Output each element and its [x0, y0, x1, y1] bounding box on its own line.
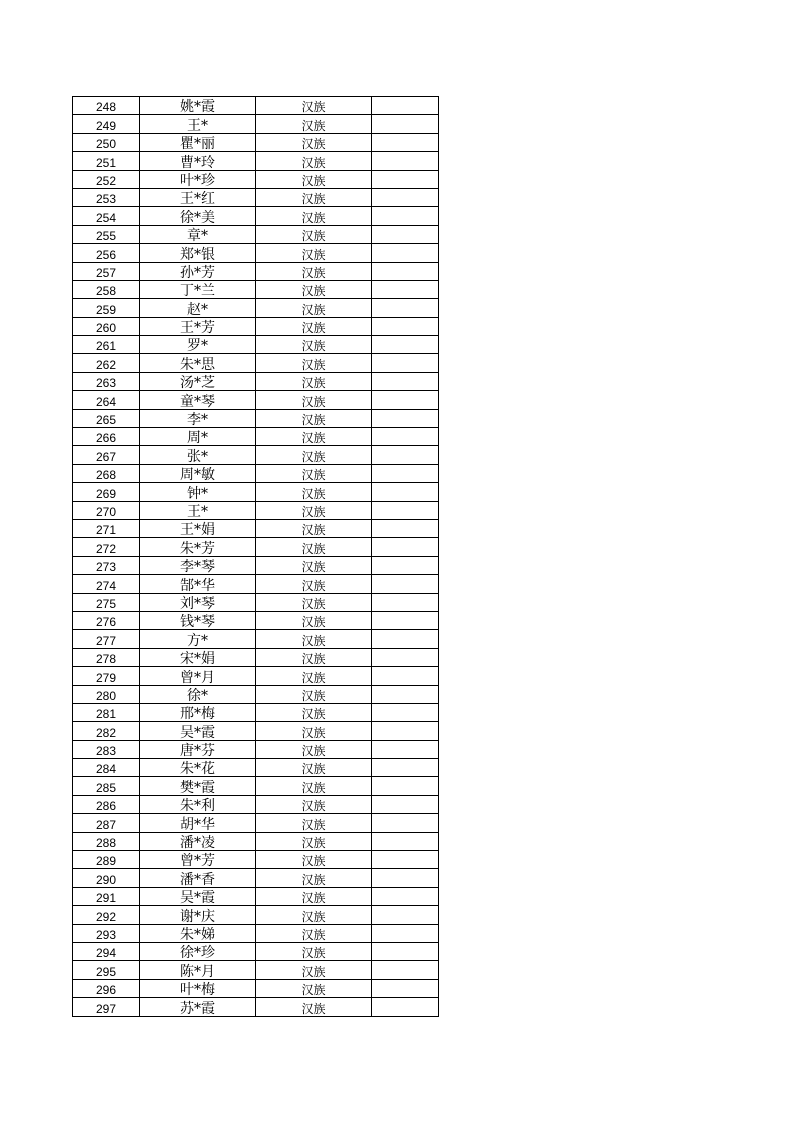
table-row [73, 354, 439, 372]
ethnicity-cell: 汉族 [256, 814, 372, 832]
name-cell: 胡*华 [140, 814, 256, 832]
empty-cell [372, 299, 439, 317]
empty-cell [372, 740, 439, 758]
row-number-cell: 254 [73, 207, 140, 225]
ethnicity-cell: 汉族 [256, 832, 372, 850]
name-cell: 丁*兰 [140, 280, 256, 298]
name-cell: 朱*思 [140, 354, 256, 372]
empty-cell [372, 998, 439, 1016]
row-number-cell: 278 [73, 648, 140, 666]
name-cell: 童*琴 [140, 391, 256, 409]
table-row [73, 464, 439, 482]
row-number-cell: 279 [73, 667, 140, 685]
row-number-cell: 280 [73, 685, 140, 703]
name-cell: 方* [140, 630, 256, 648]
ethnicity-cell: 汉族 [256, 97, 372, 115]
ethnicity-cell: 汉族 [256, 667, 372, 685]
name-cell: 朱*芳 [140, 538, 256, 556]
ethnicity-cell: 汉族 [256, 152, 372, 170]
table-row [73, 207, 439, 225]
row-number-cell: 272 [73, 538, 140, 556]
name-cell: 周*敏 [140, 464, 256, 482]
name-cell: 吴*霞 [140, 887, 256, 905]
empty-cell [372, 556, 439, 574]
table-row [73, 428, 439, 446]
name-cell: 姚*霞 [140, 97, 256, 115]
name-cell: 徐*美 [140, 207, 256, 225]
ethnicity-cell: 汉族 [256, 501, 372, 519]
row-number-cell: 295 [73, 961, 140, 979]
ethnicity-cell: 汉族 [256, 299, 372, 317]
name-cell: 王* [140, 115, 256, 133]
name-cell: 郜*华 [140, 575, 256, 593]
roster-table [72, 96, 439, 1017]
row-number-cell: 276 [73, 611, 140, 629]
empty-cell [372, 225, 439, 243]
empty-cell [372, 409, 439, 427]
empty-cell [372, 483, 439, 501]
row-number-cell: 267 [73, 446, 140, 464]
ethnicity-cell: 汉族 [256, 575, 372, 593]
empty-cell [372, 317, 439, 335]
name-cell: 赵* [140, 299, 256, 317]
ethnicity-cell: 汉族 [256, 483, 372, 501]
ethnicity-cell: 汉族 [256, 611, 372, 629]
table-row [73, 391, 439, 409]
row-number-cell: 259 [73, 299, 140, 317]
ethnicity-cell: 汉族 [256, 703, 372, 721]
table-row [73, 777, 439, 795]
table-row [73, 556, 439, 574]
row-number-cell: 287 [73, 814, 140, 832]
table-row [73, 611, 439, 629]
name-cell: 钟* [140, 483, 256, 501]
empty-cell [372, 501, 439, 519]
name-cell: 李*琴 [140, 556, 256, 574]
table-row [73, 483, 439, 501]
name-cell: 唐*芬 [140, 740, 256, 758]
ethnicity-cell: 汉族 [256, 942, 372, 960]
table-row [73, 685, 439, 703]
row-number-cell: 285 [73, 777, 140, 795]
name-cell: 王*芳 [140, 317, 256, 335]
name-cell: 王*红 [140, 188, 256, 206]
row-number-cell: 268 [73, 464, 140, 482]
row-number-cell: 281 [73, 703, 140, 721]
name-cell: 邢*梅 [140, 703, 256, 721]
ethnicity-cell: 汉族 [256, 446, 372, 464]
ethnicity-cell: 汉族 [256, 740, 372, 758]
table-row [73, 575, 439, 593]
ethnicity-cell: 汉族 [256, 998, 372, 1016]
row-number-cell: 271 [73, 519, 140, 537]
name-cell: 王* [140, 501, 256, 519]
empty-cell [372, 961, 439, 979]
table-row [73, 538, 439, 556]
ethnicity-cell: 汉族 [256, 372, 372, 390]
table-row [73, 703, 439, 721]
name-cell: 钱*琴 [140, 611, 256, 629]
name-cell: 曾*月 [140, 667, 256, 685]
empty-cell [372, 280, 439, 298]
row-number-cell: 297 [73, 998, 140, 1016]
name-cell: 朱*花 [140, 759, 256, 777]
row-number-cell: 262 [73, 354, 140, 372]
row-number-cell: 260 [73, 317, 140, 335]
ethnicity-cell: 汉族 [256, 906, 372, 924]
row-number-cell: 265 [73, 409, 140, 427]
ethnicity-cell: 汉族 [256, 317, 372, 335]
row-number-cell: 266 [73, 428, 140, 446]
name-cell: 叶*珍 [140, 170, 256, 188]
row-number-cell: 250 [73, 133, 140, 151]
table-row [73, 133, 439, 151]
row-number-cell: 256 [73, 244, 140, 262]
table-row [73, 97, 439, 115]
row-number-cell: 263 [73, 372, 140, 390]
name-cell: 潘*香 [140, 869, 256, 887]
table-row [73, 446, 439, 464]
name-cell: 章* [140, 225, 256, 243]
ethnicity-cell: 汉族 [256, 759, 372, 777]
name-cell: 朱*娣 [140, 924, 256, 942]
table-row [73, 722, 439, 740]
ethnicity-cell: 汉族 [256, 869, 372, 887]
row-number-cell: 255 [73, 225, 140, 243]
row-number-cell: 251 [73, 152, 140, 170]
empty-cell [372, 428, 439, 446]
table-row [73, 409, 439, 427]
table-row [73, 851, 439, 869]
table-row [73, 372, 439, 390]
empty-cell [372, 979, 439, 997]
ethnicity-cell: 汉族 [256, 207, 372, 225]
ethnicity-cell: 汉族 [256, 556, 372, 574]
table-row [73, 759, 439, 777]
row-number-cell: 291 [73, 887, 140, 905]
table-row [73, 244, 439, 262]
name-cell: 瞿*丽 [140, 133, 256, 151]
name-cell: 潘*凌 [140, 832, 256, 850]
row-number-cell: 275 [73, 593, 140, 611]
ethnicity-cell: 汉族 [256, 593, 372, 611]
empty-cell [372, 519, 439, 537]
table-row [73, 115, 439, 133]
name-cell: 徐* [140, 685, 256, 703]
row-number-cell: 252 [73, 170, 140, 188]
empty-cell [372, 354, 439, 372]
name-cell: 刘*琴 [140, 593, 256, 611]
ethnicity-cell: 汉族 [256, 538, 372, 556]
name-cell: 宋*娟 [140, 648, 256, 666]
ethnicity-cell: 汉族 [256, 851, 372, 869]
empty-cell [372, 391, 439, 409]
table-row [73, 336, 439, 354]
row-number-cell: 283 [73, 740, 140, 758]
row-number-cell: 248 [73, 97, 140, 115]
table-row [73, 998, 439, 1016]
table-row [73, 152, 439, 170]
row-number-cell: 270 [73, 501, 140, 519]
name-cell: 樊*霞 [140, 777, 256, 795]
empty-cell [372, 906, 439, 924]
table-row [73, 630, 439, 648]
name-cell: 吴*霞 [140, 722, 256, 740]
empty-cell [372, 703, 439, 721]
empty-cell [372, 759, 439, 777]
empty-cell [372, 538, 439, 556]
ethnicity-cell: 汉族 [256, 795, 372, 813]
name-cell: 叶*梅 [140, 979, 256, 997]
name-cell: 曹*玲 [140, 152, 256, 170]
table-row [73, 188, 439, 206]
empty-cell [372, 832, 439, 850]
empty-cell [372, 685, 439, 703]
ethnicity-cell: 汉族 [256, 280, 372, 298]
ethnicity-cell: 汉族 [256, 630, 372, 648]
table-row [73, 942, 439, 960]
table-row [73, 317, 439, 335]
empty-cell [372, 814, 439, 832]
empty-cell [372, 630, 439, 648]
ethnicity-cell: 汉族 [256, 648, 372, 666]
row-number-cell: 296 [73, 979, 140, 997]
row-number-cell: 264 [73, 391, 140, 409]
row-number-cell: 249 [73, 115, 140, 133]
ethnicity-cell: 汉族 [256, 409, 372, 427]
row-number-cell: 294 [73, 942, 140, 960]
name-cell: 朱*利 [140, 795, 256, 813]
empty-cell [372, 446, 439, 464]
row-number-cell: 269 [73, 483, 140, 501]
table-row [73, 648, 439, 666]
empty-cell [372, 207, 439, 225]
ethnicity-cell: 汉族 [256, 979, 372, 997]
empty-cell [372, 262, 439, 280]
row-number-cell: 286 [73, 795, 140, 813]
table-row [73, 262, 439, 280]
table-row [73, 501, 439, 519]
table-row [73, 667, 439, 685]
row-number-cell: 289 [73, 851, 140, 869]
empty-cell [372, 115, 439, 133]
table-row [73, 814, 439, 832]
row-number-cell: 282 [73, 722, 140, 740]
ethnicity-cell: 汉族 [256, 262, 372, 280]
ethnicity-cell: 汉族 [256, 464, 372, 482]
table-row [73, 832, 439, 850]
empty-cell [372, 188, 439, 206]
empty-cell [372, 887, 439, 905]
empty-cell [372, 575, 439, 593]
roster-table-body [73, 97, 439, 1017]
row-number-cell: 274 [73, 575, 140, 593]
row-number-cell: 257 [73, 262, 140, 280]
name-cell: 孙*芳 [140, 262, 256, 280]
table-row [73, 593, 439, 611]
empty-cell [372, 795, 439, 813]
ethnicity-cell: 汉族 [256, 961, 372, 979]
empty-cell [372, 593, 439, 611]
name-cell: 张* [140, 446, 256, 464]
empty-cell [372, 336, 439, 354]
ethnicity-cell: 汉族 [256, 336, 372, 354]
ethnicity-cell: 汉族 [256, 225, 372, 243]
empty-cell [372, 372, 439, 390]
ethnicity-cell: 汉族 [256, 391, 372, 409]
ethnicity-cell: 汉族 [256, 428, 372, 446]
empty-cell [372, 133, 439, 151]
name-cell: 郑*银 [140, 244, 256, 262]
empty-cell [372, 924, 439, 942]
name-cell: 苏*霞 [140, 998, 256, 1016]
table-row [73, 299, 439, 317]
empty-cell [372, 170, 439, 188]
ethnicity-cell: 汉族 [256, 133, 372, 151]
ethnicity-cell: 汉族 [256, 685, 372, 703]
name-cell: 谢*庆 [140, 906, 256, 924]
ethnicity-cell: 汉族 [256, 115, 372, 133]
ethnicity-cell: 汉族 [256, 722, 372, 740]
table-row [73, 924, 439, 942]
table-row [73, 519, 439, 537]
table-row [73, 740, 439, 758]
table-row [73, 225, 439, 243]
row-number-cell: 273 [73, 556, 140, 574]
row-number-cell: 261 [73, 336, 140, 354]
empty-cell [372, 152, 439, 170]
row-number-cell: 284 [73, 759, 140, 777]
empty-cell [372, 648, 439, 666]
empty-cell [372, 942, 439, 960]
table-row [73, 170, 439, 188]
table-row [73, 869, 439, 887]
ethnicity-cell: 汉族 [256, 777, 372, 795]
ethnicity-cell: 汉族 [256, 170, 372, 188]
ethnicity-cell: 汉族 [256, 887, 372, 905]
empty-cell [372, 97, 439, 115]
ethnicity-cell: 汉族 [256, 188, 372, 206]
empty-cell [372, 777, 439, 795]
row-number-cell: 277 [73, 630, 140, 648]
empty-cell [372, 611, 439, 629]
row-number-cell: 290 [73, 869, 140, 887]
name-cell: 李* [140, 409, 256, 427]
table-row [73, 961, 439, 979]
empty-cell [372, 464, 439, 482]
name-cell: 汤*芝 [140, 372, 256, 390]
table-row [73, 887, 439, 905]
name-cell: 陈*月 [140, 961, 256, 979]
empty-cell [372, 667, 439, 685]
row-number-cell: 253 [73, 188, 140, 206]
table-row [73, 906, 439, 924]
name-cell: 周* [140, 428, 256, 446]
row-number-cell: 292 [73, 906, 140, 924]
ethnicity-cell: 汉族 [256, 519, 372, 537]
row-number-cell: 293 [73, 924, 140, 942]
ethnicity-cell: 汉族 [256, 354, 372, 372]
ethnicity-cell: 汉族 [256, 924, 372, 942]
empty-cell [372, 244, 439, 262]
name-cell: 罗* [140, 336, 256, 354]
name-cell: 王*娟 [140, 519, 256, 537]
empty-cell [372, 869, 439, 887]
table-row [73, 979, 439, 997]
empty-cell [372, 722, 439, 740]
name-cell: 徐*珍 [140, 942, 256, 960]
row-number-cell: 288 [73, 832, 140, 850]
table-row [73, 280, 439, 298]
row-number-cell: 258 [73, 280, 140, 298]
ethnicity-cell: 汉族 [256, 244, 372, 262]
name-cell: 曾*芳 [140, 851, 256, 869]
empty-cell [372, 851, 439, 869]
table-row [73, 795, 439, 813]
